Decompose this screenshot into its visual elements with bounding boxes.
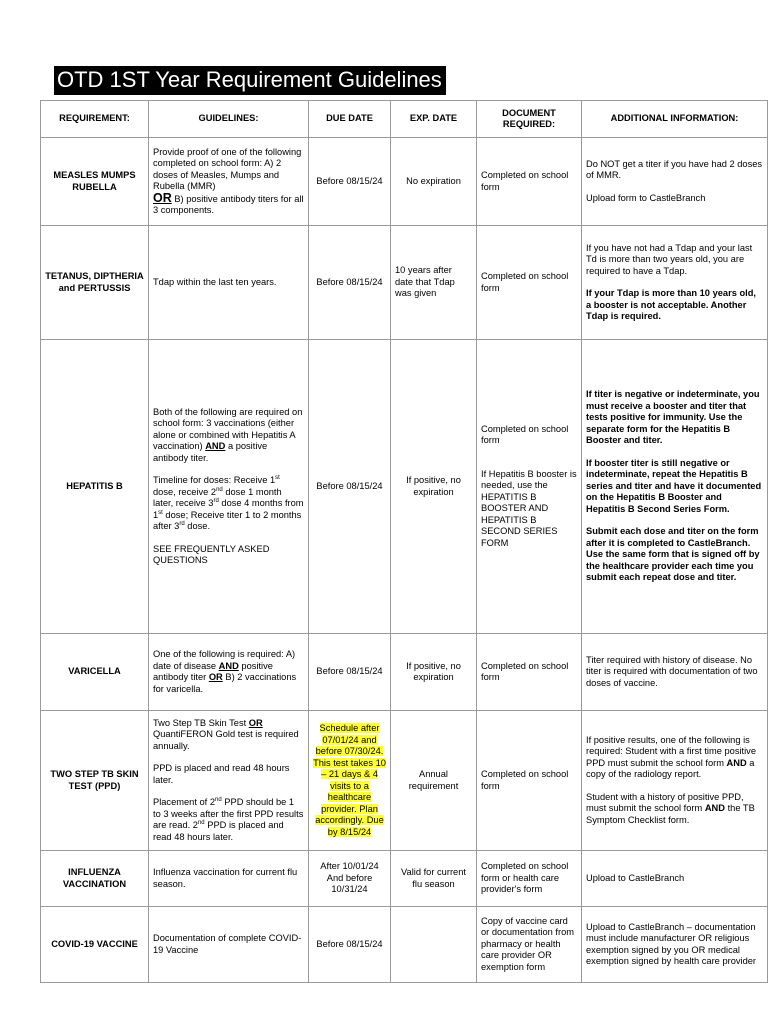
guidelines-cell: Documentation of complete COVID-19 Vaccine xyxy=(149,907,309,983)
guidelines-cell: Two Step TB Skin Test OR QuantiFERON Gold test is required annually. PPD is placed and read 48 hours later. Placement of 2nd PPD should be 1 to 3 weeks after the first PPD results are read. 2nd PPD is placed and read 48 hours later. xyxy=(149,711,309,851)
table-row xyxy=(41,711,768,851)
table-row xyxy=(41,138,768,226)
page-title: OTD 1ST Year Requirement Guidelines xyxy=(54,66,446,95)
requirement-cell: VARICELLA xyxy=(41,634,149,711)
document-cell: Completed on school form xyxy=(477,711,582,851)
guidelines-cell: Both of the following are required on school form: 3 vaccinations (either alone or combined with Hepatitis A vaccination) AND a positive antibody titer. Timeline for doses: Receive 1st dose, receive 2nd dose 1 month later, receive 3rd dose 4 months from 1st dose; Receive titer 1 to 2 months after 3rd dose. SEE FREQUENTLY ASKED QUESTIONS xyxy=(149,340,309,634)
document-cell: Completed on school form xyxy=(477,138,582,226)
table-row xyxy=(41,226,768,340)
header-exp-date: EXP. DATE xyxy=(391,101,477,138)
due-date-cell: Before 08/15/24 xyxy=(309,138,391,226)
info-cell: Upload to CastleBranch – documentation must include manufacturer OR religious exemption signed by you OR medical exemption signed by health care provider xyxy=(582,907,768,983)
guidelines-cell: Tdap within the last ten years. xyxy=(149,226,309,340)
header-due-date: DUE DATE xyxy=(309,101,391,138)
header-additional-info: ADDITIONAL INFORMATION: xyxy=(582,101,768,138)
requirement-cell: COVID-19 VACCINE xyxy=(41,907,149,983)
requirement-cell: INFLUENZA VACCINATION xyxy=(41,851,149,907)
table-row xyxy=(41,634,768,711)
exp-date-cell: If positive, no expiration xyxy=(391,634,477,711)
header-document-required: DOCUMENT REQUIRED: xyxy=(477,101,582,138)
requirement-cell: TETANUS, DIPTHERIA and PERTUSSIS xyxy=(41,226,149,340)
exp-date-cell: No expiration xyxy=(391,138,477,226)
guidelines-cell: Influenza vaccination for current flu season. xyxy=(149,851,309,907)
due-date-cell xyxy=(309,711,391,851)
info-cell: Titer required with history of disease. No titer is required with documentation of two doses of vaccine. xyxy=(582,634,768,711)
due-date-cell: After 10/01/24 And before 10/31/24 xyxy=(309,851,391,907)
document-cell: Copy of vaccine card or documentation from pharmacy or health care provider OR exemption form xyxy=(477,907,582,983)
table-row xyxy=(41,907,768,983)
guidelines-cell: Provide proof of one of the following completed on school form: A) 2 doses of Measles, Mumps and Rubella (MMR) OR B) positive antibody titers for all 3 components. xyxy=(149,138,309,226)
requirements-table xyxy=(40,100,768,983)
info-cell: Upload to CastleBranch xyxy=(582,851,768,907)
header-guidelines: GUIDELINES: xyxy=(149,101,309,138)
due-date-cell: Before 08/15/24 xyxy=(309,340,391,634)
info-cell: If positive results, one of the following is required: Student with a first time positive PPD must submit the school form AND a copy of the radiology report. Student with a history of positive PPD, must submit the school form AND the TB Symptom Checklist form. xyxy=(582,711,768,851)
document-cell: Completed on school form xyxy=(477,634,582,711)
info-cell: Do NOT get a titer if you have had 2 doses of MMR. Upload form to CastleBranch xyxy=(582,138,768,226)
document-cell: Completed on school form If Hepatitis B booster is needed, use the HEPATITIS B BOOSTER AND HEPATITIS B SECOND SERIES FORM xyxy=(477,340,582,634)
exp-date-cell: If positive, no expiration xyxy=(391,340,477,634)
exp-date-cell: Annual requirement xyxy=(391,711,477,851)
exp-date-cell xyxy=(391,907,477,983)
info-cell: If you have not had a Tdap and your last Td is more than two years old, you are required to have a Tdap. If your Tdap is more than 10 years old, a booster is not acceptable. Another Tdap is required. xyxy=(582,226,768,340)
requirement-cell: TWO STEP TB SKIN TEST (PPD) xyxy=(41,711,149,851)
exp-date-cell: Valid for current flu season xyxy=(391,851,477,907)
due-date-highlight: Schedule after 07/01/24 and before 07/30/24. This test takes 10 – 21 days & 4 visits to a healthcare provider. Plan accordingly. Due by 8/15/24 xyxy=(313,723,386,837)
table-row xyxy=(41,851,768,907)
due-date-cell: Before 08/15/24 xyxy=(309,634,391,711)
due-date-cell: Before 08/15/24 xyxy=(309,226,391,340)
table-row xyxy=(41,340,768,634)
table-header-row xyxy=(41,101,768,138)
requirement-cell: HEPATITIS B xyxy=(41,340,149,634)
header-requirement: REQUIREMENT: xyxy=(41,101,149,138)
due-date-cell: Before 08/15/24 xyxy=(309,907,391,983)
info-cell: If titer is negative or indeterminate, you must receive a booster and titer that tests positive for immunity. Use the separate form for the Hepatitis B Booster and titer. If booster titer is still negative or indeterminate, repeat the Hepatitis B series and titer and have it documented on the Hepatitis B Booster and Hepatitis B Second Series Form. Submit each dose and titer on the form after it is completed to CastleBranch. Use the same form that is signed off by the healthcare provider each time you submit each repeat dose and titer. xyxy=(582,340,768,634)
exp-date-cell: 10 years after date that Tdap was given xyxy=(391,226,477,340)
document-cell: Completed on school form xyxy=(477,226,582,340)
document-cell: Completed on school form or health care provider's form xyxy=(477,851,582,907)
requirement-cell: MEASLES MUMPS RUBELLA xyxy=(41,138,149,226)
guidelines-cell: One of the following is required: A) date of disease AND positive antibody titer OR B) 2 vaccinations for varicella. xyxy=(149,634,309,711)
